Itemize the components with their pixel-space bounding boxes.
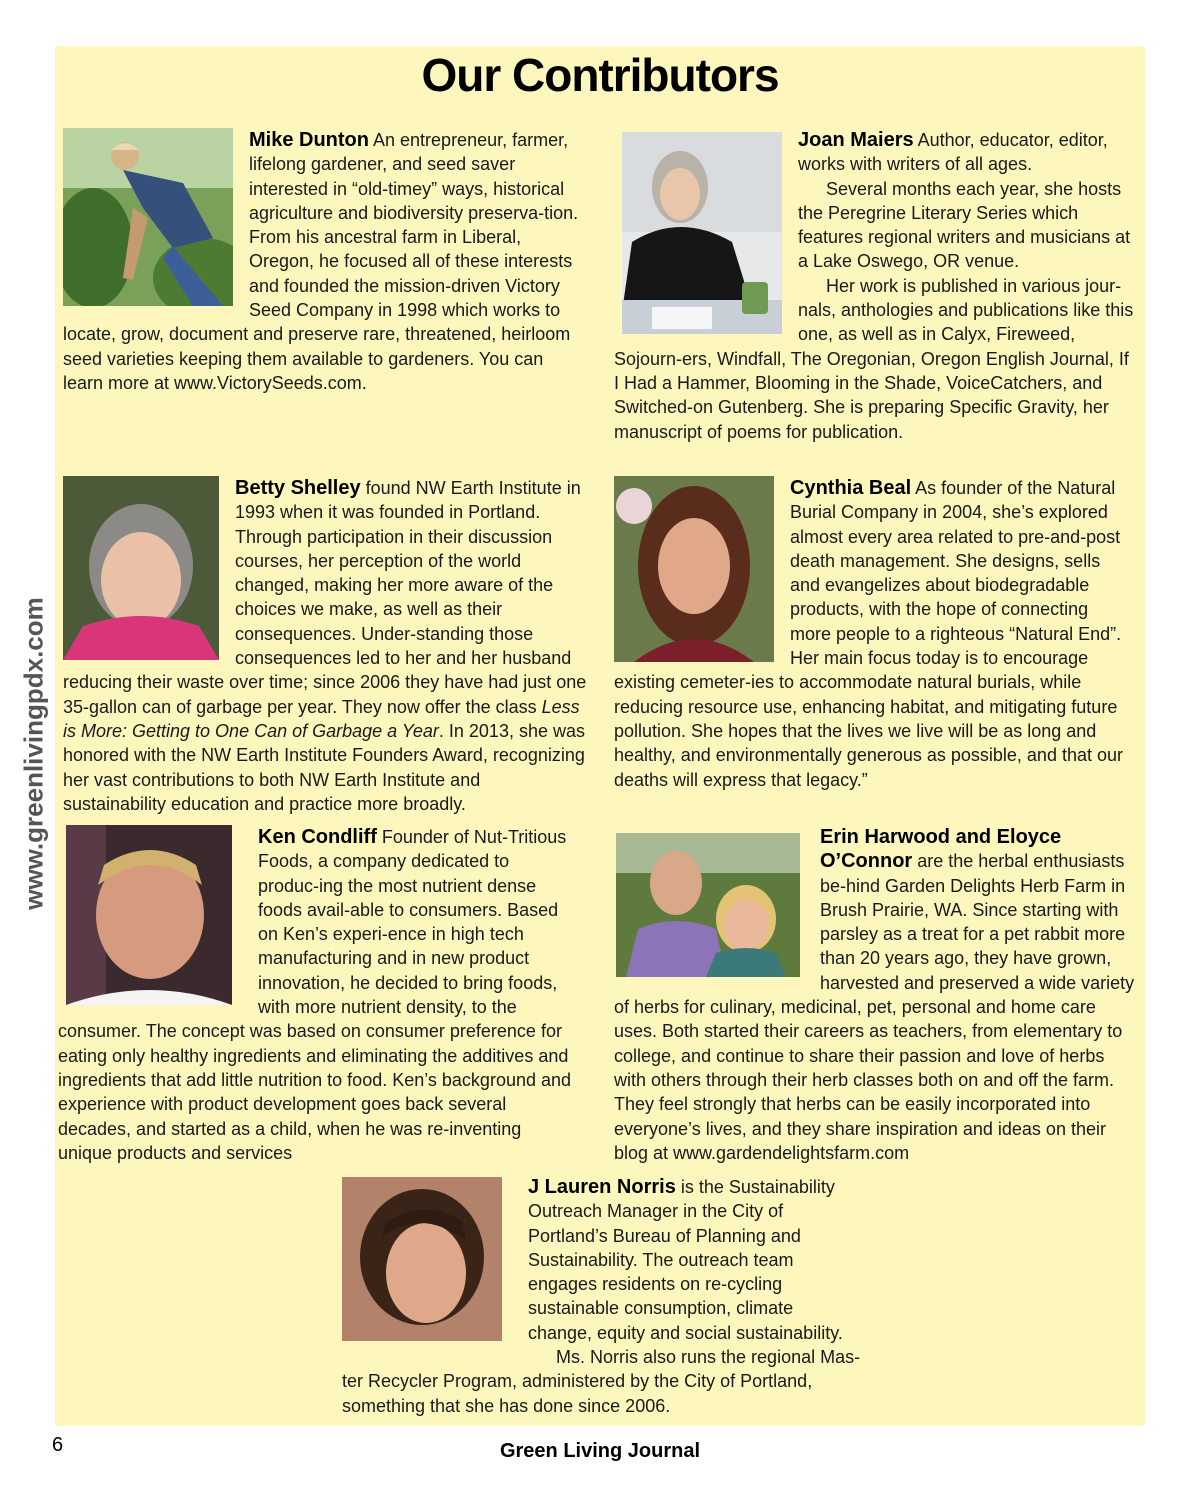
page-number: 6 [52, 1434, 64, 1456]
contributor-betty-shelley [63, 476, 588, 816]
ken-condliff-photo [66, 825, 232, 1005]
cynthia-beal-bio: As founder of the Natural Burial Company in 2004, she’s explored almost every area related to pre-and-post death management. She designs, sells and evangelizes about biodegradable products, with the hope of connecting more people to a righteous “Natural End”. Her main focus today is to encourage existing cemeter-ies to accommodate natural burials, while reducing resource use, enhancing habitat, and mitigating future pollution. She hopes that the lives we live will be as long and healthy, and environmentally generous as possible, and that our deaths will express that legacy.” [614, 478, 1123, 790]
lauren-norris-bio: is the Sustainability Outreach Manager in the City of Portland’s Bureau of Planning and Sustainability. The outreach team engages residents on re-cycling sustainable consumption, climate change, equity and social sustainability. [528, 1177, 843, 1343]
lauren-norris-name: J Lauren Norris [528, 1176, 676, 1198]
ken-condliff-bio: Founder of Nut-Tritious Foods, a company dedicated to produc-ing the most nutrient dense foods avail-able to consumers. Based on Ken’s experi-ence in high tech manufacturing and in new product innovation, he decided to bring foods, with more nutrient density, to the consumer. The concept was based on consumer preference for eating only healthy ingredients and eliminating the additives and ingredients that add little nutrition to food. Ken’s background and experience with product development goes back several decades, and started as a child, when he was re-inventing unique products and services [58, 827, 572, 1163]
harwood-oconnor-name-line2: O’Connor [820, 850, 913, 873]
footer-title: Green Living Journal [499, 1440, 701, 1462]
joan-maiers-para2: Several months each year, she hosts the Peregrine Literary Series which features regional writers and musicians at a Lake Oswego, OR venue. [798, 178, 1131, 272]
betty-shelley-bio: found NW Earth Institute in 1993 when it was founded in Portland. Through participation in their discussion courses, her perception of the world changed, making her more aware of the choices we make, as well as their consequences. Under-standing those consequences led to her and her husband reducing their waste over time; since 2006 they have had just one 35-gallon can of garbage per year. They now offer the class [63, 478, 587, 717]
betty-shelley-class-title: Less is More: Getting to One Can of Garbage a Year [63, 696, 580, 741]
side-url: www.greenlivingpdx.com [18, 597, 49, 910]
joan-maiers-photo [622, 132, 782, 334]
harwood-oconnor-name-line1: Erin Harwood and Eloyce [820, 826, 1062, 848]
ken-condliff-name: Ken Condliff [258, 826, 377, 848]
harwood-oconnor-photo [616, 833, 800, 977]
betty-shelley-bio-end: . In 2013, she was honored with the NW Earth Institute Founders Award, recognizing her vast contributions to both NW Earth Institute and sustainability education and practice more broadly. [63, 720, 585, 814]
joan-maiers-para3: Her work is published in various jour-nals, anthologies and publications like this one, as well as in Calyx, Fireweed, Sojourn-ers, Windfall, The Oregonian, Oregon English Journal, If I Had a Hammer, Blooming in the Shade, VoiceCatchers, and Switched-on Gutenberg. She is preparing Specific Gravity, her manuscript of poems for publication. [614, 275, 1134, 442]
joan-maiers-name: Joan Maiers [798, 129, 914, 151]
cynthia-beal-photo [614, 476, 774, 662]
betty-shelley-name: Betty Shelley [235, 477, 361, 499]
cynthia-beal-name: Cynthia Beal [790, 477, 912, 499]
contributor-joan-maiers [614, 128, 1134, 444]
lauren-norris-photo [342, 1177, 502, 1341]
contributor-lauren-norris [342, 1175, 862, 1418]
joan-maiers-bio: Author, educator, editor, works with writers of all ages. [798, 130, 1108, 175]
contributor-cynthia-beal [614, 476, 1134, 792]
mike-dunton-photo [63, 128, 233, 306]
contributor-ken-condliff [58, 825, 573, 1165]
page-title: Our Contributors [421, 49, 779, 101]
contributor-mike-dunton [63, 128, 583, 395]
contributor-harwood-oconnor [614, 825, 1139, 1165]
mike-dunton-name: Mike Dunton [249, 129, 369, 151]
mike-dunton-bio: An entrepreneur, farmer, lifelong gardener, and seed saver interested in “old-timey” ways, historical agriculture and biodiversity preserva-tion. From his ancestral farm in Liberal, Oregon, he focused all of these interests and founded the mission-driven Victory Seed Company in 1998 which works to locate, grow, document and preserve rare, threatened, heirloom seed varieties keeping them available to gardeners. You can learn more at www.VictorySeeds.com. [63, 130, 579, 393]
betty-shelley-photo [63, 476, 219, 660]
lauren-norris-para2: Ms. Norris also runs the regional Mas-ter Recycler Program, administered by the City of Portland, something that she has done since 2006. [342, 1347, 861, 1416]
harwood-oconnor-bio: are the herbal enthusiasts be-hind Garden Delights Herb Farm in Brush Prairie, WA. Since starting with parsley as a treat for a pet rabbit more than 20 years ago, they have grown, harvested and preserved a wide variety of herbs for culinary, medicinal, pet, personal and home care uses. Both started their careers as teachers, from elementary to college, and continue to share their passion and love of herbs with others through their herb classes both on and off the farm. They feel strongly that herbs can be easily incorporated into everyone’s lives, and they share inspiration and ideas on their blog at www.gardendelightsfarm.com [614, 851, 1135, 1163]
